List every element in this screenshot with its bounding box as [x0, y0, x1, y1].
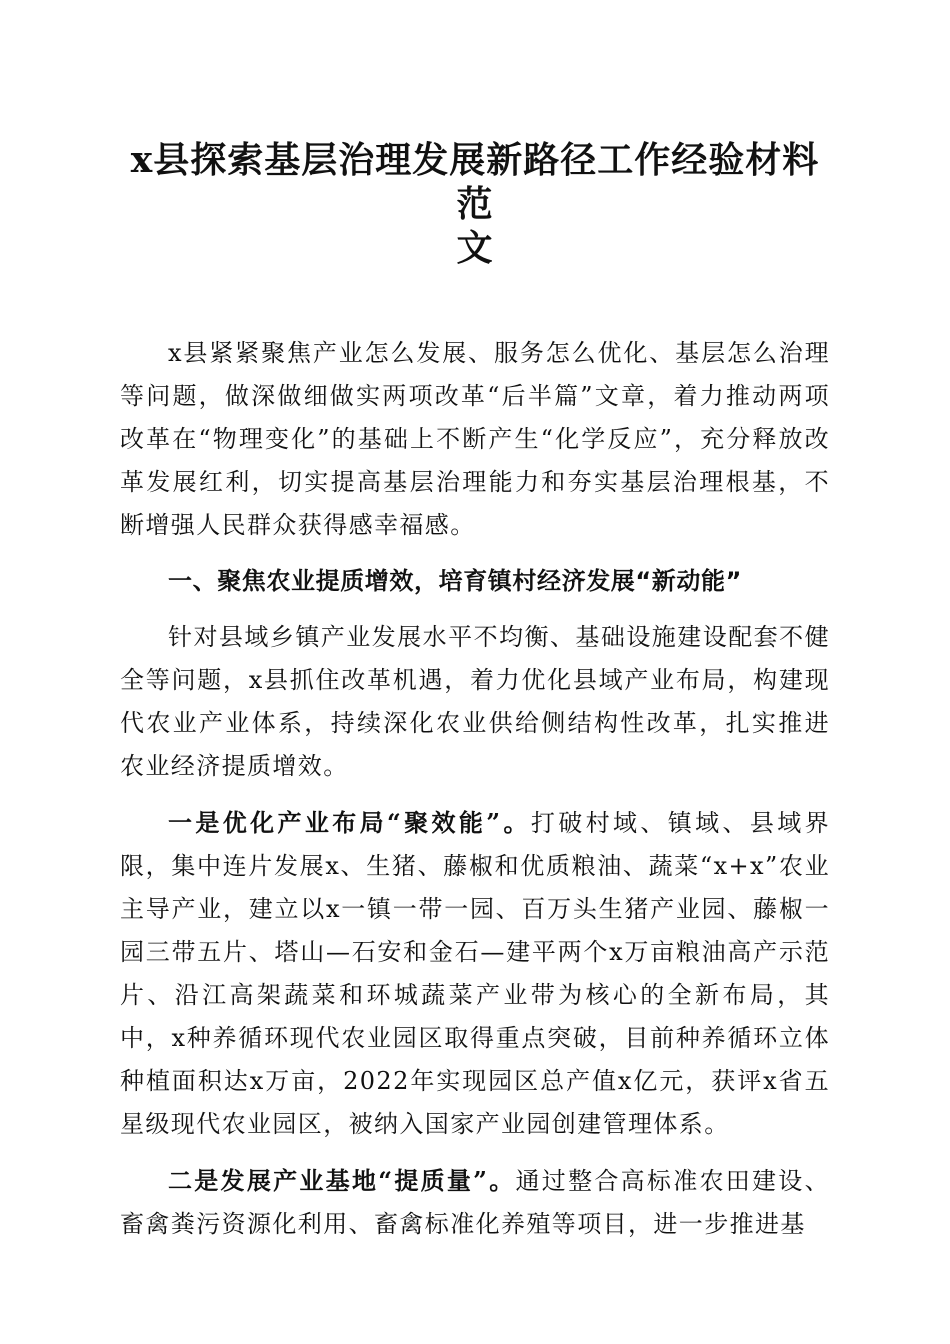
title-line-1: x县探索基层治理发展新路径工作经验材料范 [130, 139, 820, 225]
document-title [120, 138, 830, 270]
item-2-text: 通过整合高标准农田建设、畜禽粪污资源化利用、畜禽标准化养殖等项目，进一步推进基 [120, 1167, 830, 1238]
item-2-lead: 二是发展产业基地“提质量”。 [168, 1166, 516, 1195]
title-line-2: 文 [456, 227, 494, 269]
item-1-paragraph [120, 801, 830, 1146]
document-body [120, 332, 830, 1246]
section-1-heading: 一、聚焦农业提质增效，培育镇村经济发展“新动能” [168, 567, 742, 595]
item-1-lead: 一是优化产业布局“聚效能”。 [168, 808, 531, 837]
section-1-paragraph: 针对县域乡镇产业发展水平不均衡、基础设施建设配套不健全等问题，x县抓住改革机遇，着力优化县域产业布局，构建现代农业产业体系，持续深化农业供给侧结构性改革，扎实推进农业经济提质增效。 [120, 623, 830, 780]
intro-paragraph: x县紧紧聚焦产业怎么发展、服务怎么优化、基层怎么治理等问题，做深做细做实两项改革“后半篇”文章，着力推动两项改革在“物理变化”的基础上不断产生“化学反应”，充分释放改革发展红利，切实提高基层治理能力和夯实基层治理根基，不断增强人民群众获得感幸福感。 [120, 339, 830, 539]
item-1-text: 打破村域、镇域、县域界限，集中连片发展x、生猪、藤椒和优质粮油、蔬菜“x+x”农业主导产业，建立以x一镇一带一园、百万头生猪产业园、藤椒一园三带五片、塔山—石安和金石—建平两个x万亩粮油高产示范片、沿江高架蔬菜和环城蔬菜产业带为核心的全新布局，其中，x种养循环现代农业园区取得重点突破，目前种养循环立体种植面积达x万亩，2022年实现园区总产值x亿元，获评x省五星级现代农业园区，被纳入国家产业园创建管理体系。 [120, 809, 830, 1138]
item-2-paragraph [120, 1159, 830, 1246]
